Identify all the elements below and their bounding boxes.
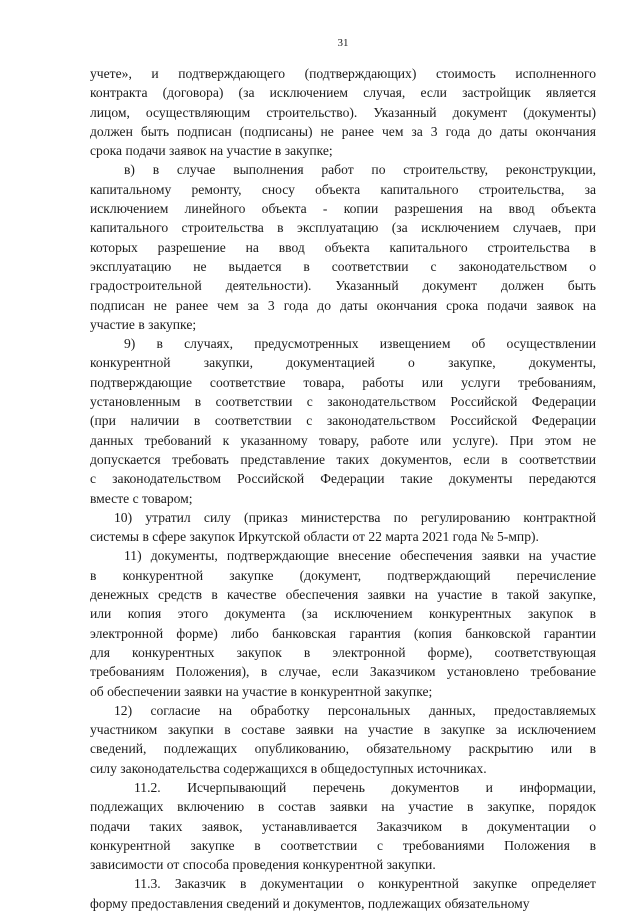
text-line: силу законодательства содержащихся в общедоступных источниках.	[90, 760, 487, 776]
text-line: электронной форме) либо банковская гарантия (копия банковской гарантии	[90, 625, 596, 641]
text-line: 12) согласие на обработку персональных данных, предоставляемых	[114, 702, 596, 718]
text-line: лицом, осуществляющим строительство). Указанный документ (документы)	[90, 104, 596, 120]
text-line: форму предоставления сведений и документов, подлежащих обязательному	[90, 895, 530, 911]
text-line: требованиям Положения), в случае, если Заказчиком установлено требование	[90, 664, 596, 680]
text-line: допускается требовать представление таких документов, если в соответствии	[90, 451, 596, 467]
page-number: 31	[337, 37, 349, 49]
text-line: денежных средств в качестве обеспечения заявки на участие в такой закупке,	[90, 587, 596, 603]
text-line: в) в случае выполнения работ по строительству, реконструкции,	[124, 162, 596, 178]
paragraph-p-12	[90, 701, 596, 778]
text-line: учете», и подтверждающего (подтверждающих) стоимость исполненного	[90, 66, 596, 81]
text-line: капитального строительства в эксплуатацию (за исключением случаев, при	[90, 220, 596, 236]
document-body	[90, 64, 596, 913]
text-line: установленным в соответствии с законодательством Российской Федерации	[90, 394, 596, 410]
text-line: 11.2. Исчерпывающий перечень документов и информации,	[134, 779, 596, 795]
text-line: срока подачи заявок на участие в закупке;	[90, 143, 333, 159]
text-line: подлежащих включению в состав заявки на участие в закупке, порядок	[90, 799, 596, 815]
document-page	[90, 36, 596, 913]
text-line: подачи таких заявок, устанавливается Заказчиком в документации о	[90, 818, 596, 834]
text-line: подтверждающие соответствие товара, работы или услуги требованиям,	[90, 374, 596, 390]
text-line: 11) документы, подтверждающие внесение обеспечения заявки на участие	[124, 548, 596, 564]
text-line: сведений, подлежащих опубликованию, обязательному раскрытию или в	[90, 741, 596, 757]
text-line: об обеспечении заявки на участие в конкурентной закупке;	[90, 683, 433, 699]
text-line: 11.3. Заказчик в документации о конкурентной закупке определяет	[134, 876, 596, 892]
text-line: градостроительной деятельности). Указанный документ должен быть	[90, 278, 596, 294]
text-line: (при наличии в соответствии с законодательством Российской Федерации	[90, 413, 596, 429]
text-line: которых разрешение на ввод объекта капитального строительства в	[90, 239, 596, 255]
text-line: вместе с товаром;	[90, 490, 193, 506]
text-line: 9) в случаях, предусмотренных извещением об осуществлении	[124, 336, 596, 352]
text-line: с законодательством Российской Федерации такие документы передаются	[90, 471, 596, 487]
text-line: участие в закупке;	[90, 316, 197, 332]
paragraph-p-11	[90, 546, 596, 700]
text-line: конкурентной закупки, документацией о закупке, документы,	[90, 355, 596, 371]
text-line: участником закупки в составе заявки на участие в закупке за исключением	[90, 722, 596, 738]
text-line: подписан не ранее чем за 3 года до даты окончания срока подачи заявок на	[90, 297, 596, 313]
text-line: или копия этого документа (за исключением конкурентных закупок в	[90, 606, 596, 622]
paragraph-p-11-3	[90, 874, 596, 913]
text-line: зависимости от способа проведения конкурентной закупки.	[90, 857, 436, 873]
text-line: конкурентной закупке в соответствии с требованиями Положения в	[90, 837, 596, 853]
text-line: для конкурентных закупок в электронной форме), соответствующая	[90, 644, 596, 660]
paragraph-p-8v	[90, 160, 596, 334]
paragraph-p-11-2	[90, 778, 596, 874]
text-line: должен быть подписан (подписаны) не ранее чем за 3 года до даты окончания	[90, 123, 596, 139]
paragraph-p-cont-8b	[90, 64, 596, 160]
text-line: эксплуатацию не выдается в соответствии с законодательством о	[90, 258, 596, 274]
text-line: данных требований к указанному товару, работе или услуге). При этом не	[90, 432, 596, 448]
paragraph-p-10	[90, 508, 596, 547]
text-line: контракта (договора) (за исключением случая, если застройщик является	[90, 85, 596, 101]
text-line: 10) утратил силу (приказ министерства по регулированию контрактной	[114, 509, 596, 525]
text-line: системы в сфере закупок Иркутской области от 22 марта 2021 года № 5-мпр).	[90, 529, 539, 545]
text-line: капитальному ремонту, сносу объекта капитального строительства, за	[90, 181, 596, 197]
text-line: исключением линейного объекта - копии разрешения на ввод объекта	[90, 201, 596, 217]
text-line: в конкурентной закупке (документ, подтверждающий перечисление	[90, 567, 596, 583]
paragraph-p-9	[90, 334, 596, 508]
